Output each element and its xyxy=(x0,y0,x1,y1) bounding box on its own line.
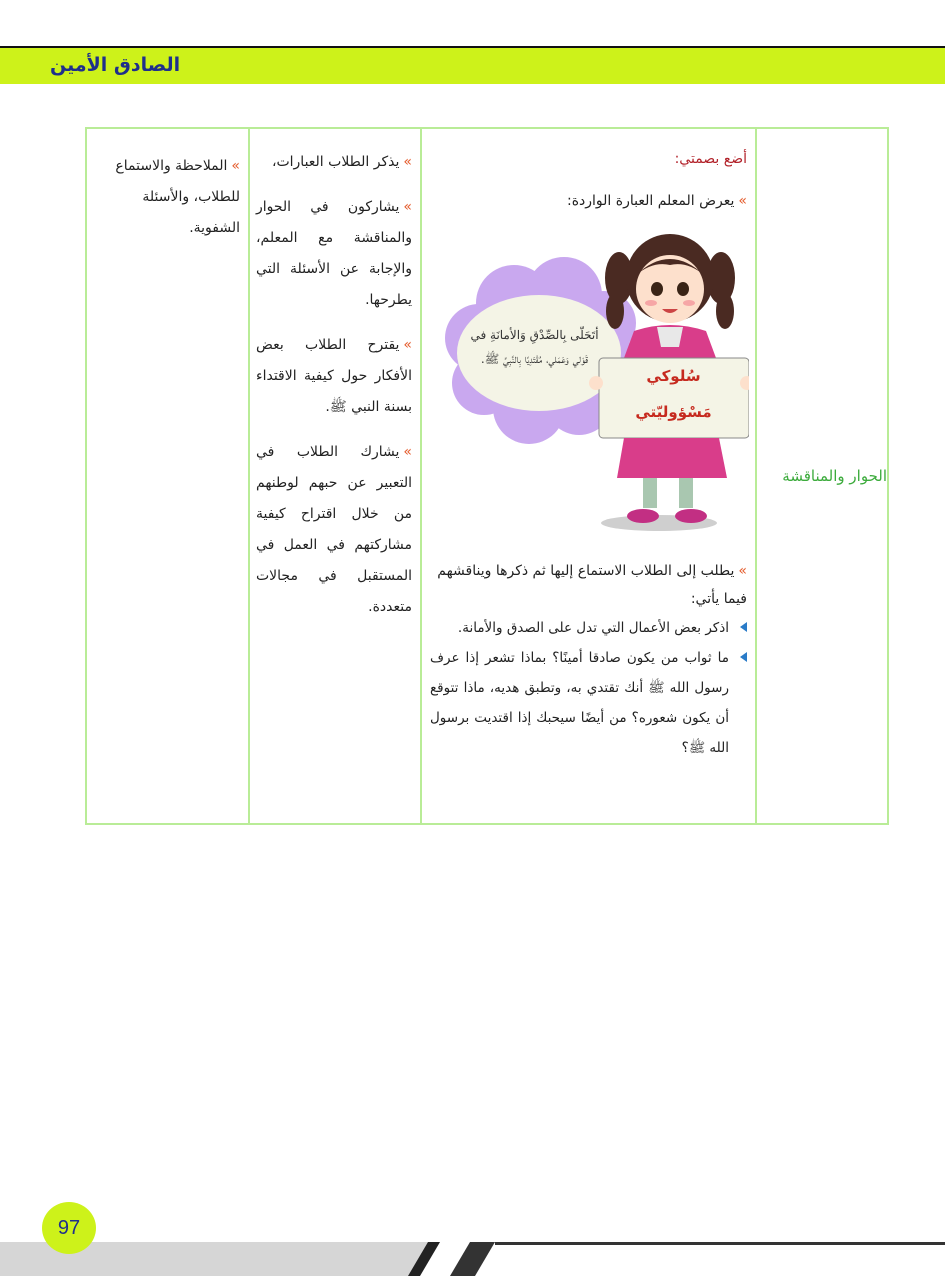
arrow-icon: » xyxy=(738,563,747,579)
student-item xyxy=(250,147,420,178)
question-list xyxy=(422,613,755,763)
bubble-line-1: أتَحَلّى بِالصِّدْقِ وَالأمانَةِ في xyxy=(470,328,599,342)
page-title: الصادق الأمين xyxy=(50,54,181,76)
table-row xyxy=(86,128,888,824)
list-item xyxy=(430,613,747,643)
student-text: يذكر الطلاب العبارات، xyxy=(271,154,400,170)
student-cell xyxy=(249,128,421,824)
page-number: 97 xyxy=(42,1202,96,1254)
evaluation-cell xyxy=(86,128,249,824)
arrow-icon: » xyxy=(403,154,412,170)
evaluation-text: الملاحظة والاستماع للطلاب، والأسئلة الشفوية. xyxy=(115,158,240,236)
teacher-intro-text: يعرض المعلم العبارة الواردة: xyxy=(566,193,735,209)
arrow-icon: » xyxy=(231,158,240,174)
sign-line-1: سُلوكي xyxy=(646,367,701,385)
arrow-icon: » xyxy=(403,199,412,215)
evaluation-item xyxy=(87,129,248,244)
triangle-bullet-icon xyxy=(740,622,747,632)
bubble-text xyxy=(467,323,603,371)
student-item xyxy=(250,330,420,423)
footer-decoration xyxy=(0,1236,945,1276)
student-text: يشارك الطلاب في التعبير عن حبهم لوطنهم من خلال اقتراح كيفية مشاركتهم في العمل في المستقبل في مجالات متعددة. xyxy=(256,444,412,615)
arrow-icon: » xyxy=(403,444,412,460)
stage-cell xyxy=(756,128,888,824)
teacher-cell xyxy=(421,128,756,824)
illustration xyxy=(429,223,749,543)
teacher-request-text: يطلب إلى الطلاب الاستماع إليها ثم ذكرها ويناقشهم فيما يأتي: xyxy=(437,563,747,607)
arrow-icon: » xyxy=(738,193,747,209)
imprint-label: أضع بصمتي: xyxy=(674,151,747,167)
teacher-request xyxy=(422,553,755,613)
student-item xyxy=(250,192,420,316)
lesson-table xyxy=(85,127,889,825)
stage-label: الحوار والمناقشة xyxy=(782,467,887,485)
arrow-icon: » xyxy=(403,337,412,353)
bubble-line-2: قَوْلي وَعَمَلي، مُقْتَدِيًا بِالنَّبِيِّ ﷺ. xyxy=(480,352,589,366)
student-text: يقترح الطلاب بعض الأفكار حول كيفية الاقتداء بسنة النبي ﷺ. xyxy=(256,337,412,415)
student-item xyxy=(250,437,420,623)
triangle-bullet-icon xyxy=(740,652,747,662)
question-text: اذكر بعض الأعمال التي تدل على الصدق والأمانة. xyxy=(457,620,729,636)
teacher-intro xyxy=(422,193,755,209)
student-text: يشاركون في الحوار والمناقشة مع المعلم، والإجابة عن الأسئلة التي يطرحها. xyxy=(256,199,412,308)
question-text: ما ثواب من يكون صادقا أمينًا؟ بماذا تشعر إذا عرف رسول الله ﷺ أنك تقتدي به، وتطبق هديه، ماذا تتوقع أن يكون شعوره؟ من أيضًا سيحبك إذا اقتديت برسول الله ﷺ؟ xyxy=(430,650,729,756)
sign-line-2: مَسْؤوليّتي xyxy=(635,403,712,421)
list-item xyxy=(430,643,747,763)
